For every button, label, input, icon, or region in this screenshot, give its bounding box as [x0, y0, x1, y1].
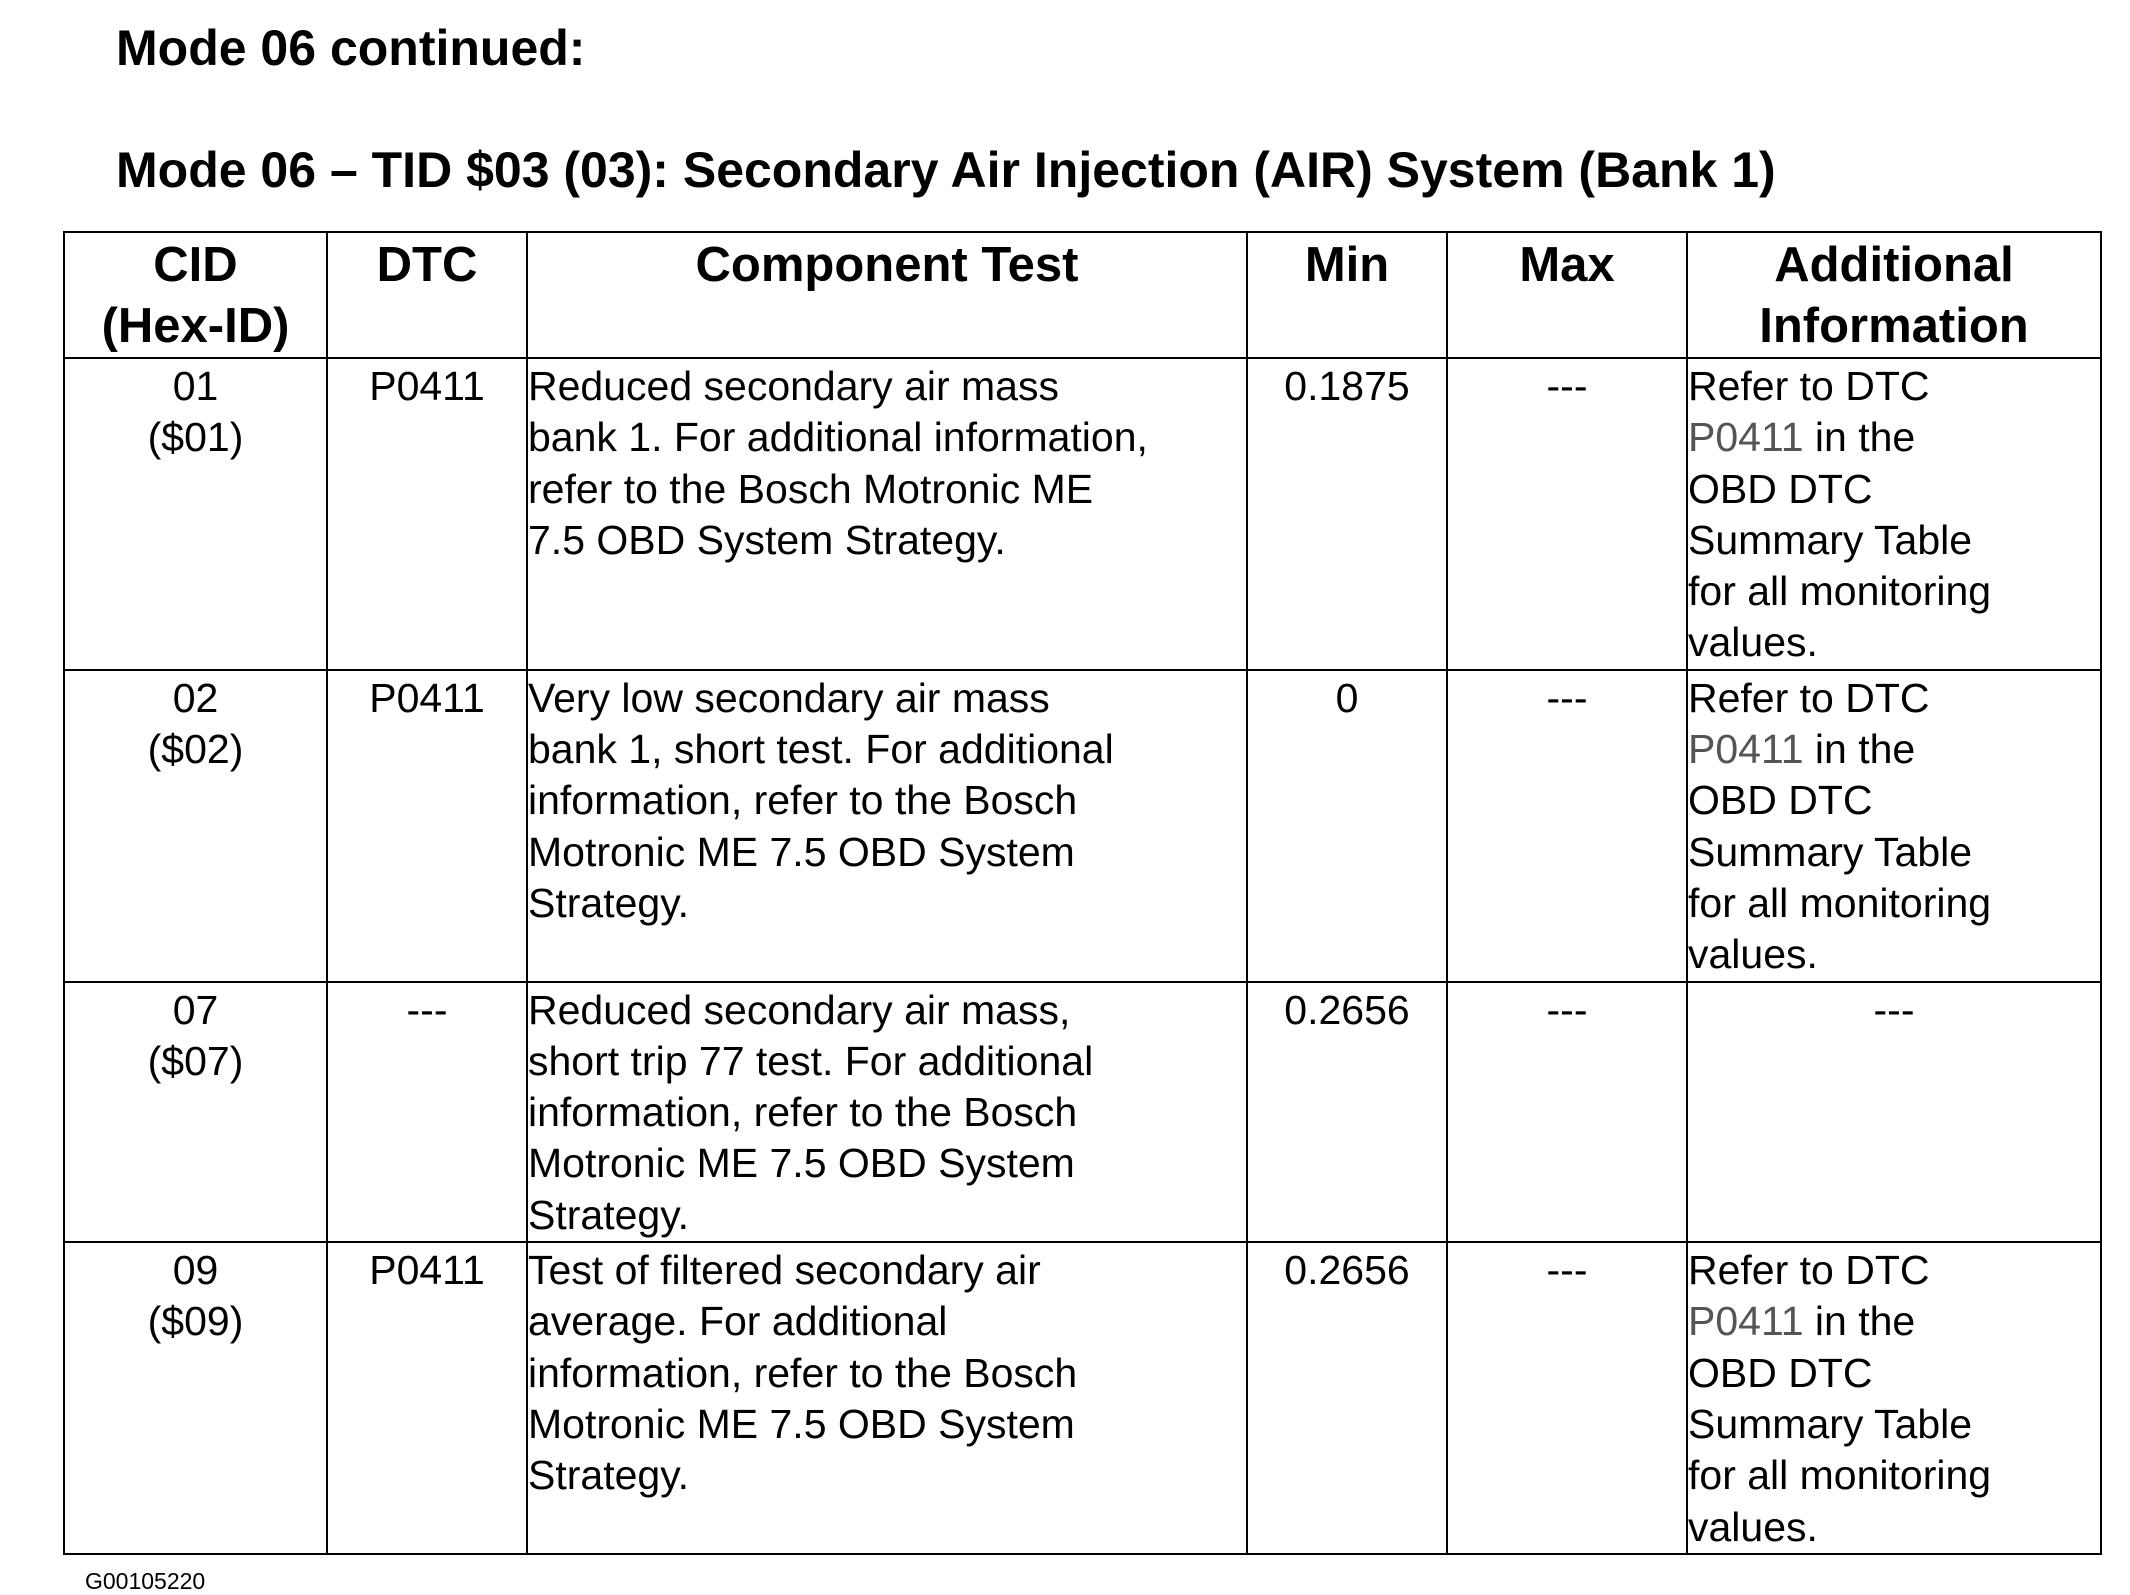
min-cell: 0 — [1247, 670, 1447, 982]
section-title: Mode 06 – TID $03 (03): Secondary Air Injection (AIR) System (Bank 1) — [116, 142, 1776, 198]
max-cell: --- — [1447, 358, 1687, 670]
column-header-max: Max — [1447, 232, 1687, 358]
cid-cell: 09 ($09) — [64, 1242, 327, 1554]
min-cell: 0.2656 — [1247, 1242, 1447, 1554]
column-header-dtc: DTC — [327, 232, 527, 358]
dtc-cell: P0411 — [327, 358, 527, 670]
table-row — [64, 670, 2101, 982]
min-cell: 0.1875 — [1247, 358, 1447, 670]
max-cell: --- — [1447, 982, 1687, 1242]
additional-info-cell: --- — [1687, 982, 2101, 1242]
document-id: G00105220 — [85, 1568, 206, 1594]
component-test-cell: Reduced secondary air mass bank 1. For additional information, refer to the Bosch Motronic ME 7.5 OBD System Strategy. — [527, 358, 1247, 670]
column-header-component-test: Component Test — [527, 232, 1247, 358]
column-header-min: Min — [1247, 232, 1447, 358]
page-heading-continued: Mode 06 continued: — [116, 20, 586, 76]
mode06-table — [63, 231, 2102, 1555]
dtc-cell: P0411 — [327, 1242, 527, 1554]
dtc-reference: P0411 — [1688, 726, 1804, 773]
dtc-cell: P0411 — [327, 670, 527, 982]
component-test-cell: Very low secondary air mass bank 1, short test. For additional information, refer to the Bosch Motronic ME 7.5 OBD System Strategy. — [527, 670, 1247, 982]
additional-info-cell: Refer to DTC P0411 in the OBD DTC Summary Table for all monitoring values. — [1687, 358, 2101, 670]
min-cell: 0.2656 — [1247, 982, 1447, 1242]
component-test-cell: Test of filtered secondary air average. For additional information, refer to the Bosch Motronic ME 7.5 OBD System Strategy. — [527, 1242, 1247, 1554]
additional-info-cell: Refer to DTC P0411 in the OBD DTC Summary Table for all monitoring values. — [1687, 670, 2101, 982]
additional-info-cell: Refer to DTC P0411 in the OBD DTC Summary Table for all monitoring values. — [1687, 1242, 2101, 1554]
cid-cell: 02 ($02) — [64, 670, 327, 982]
table-header-row — [64, 232, 2101, 358]
dtc-reference: P0411 — [1688, 1298, 1804, 1345]
table-row — [64, 358, 2101, 670]
component-test-cell: Reduced secondary air mass, short trip 77 test. For additional information, refer to the Bosch Motronic ME 7.5 OBD System Strategy. — [527, 982, 1247, 1242]
cid-cell: 07 ($07) — [64, 982, 327, 1242]
table-row — [64, 1242, 2101, 1554]
column-header-additional-information: Additional Information — [1687, 232, 2101, 358]
dtc-reference: P0411 — [1688, 414, 1804, 461]
column-header-cid: CID (Hex-ID) — [64, 232, 327, 358]
dtc-cell: --- — [327, 982, 527, 1242]
table-row — [64, 982, 2101, 1242]
max-cell: --- — [1447, 670, 1687, 982]
max-cell: --- — [1447, 1242, 1687, 1554]
cid-cell: 01 ($01) — [64, 358, 327, 670]
